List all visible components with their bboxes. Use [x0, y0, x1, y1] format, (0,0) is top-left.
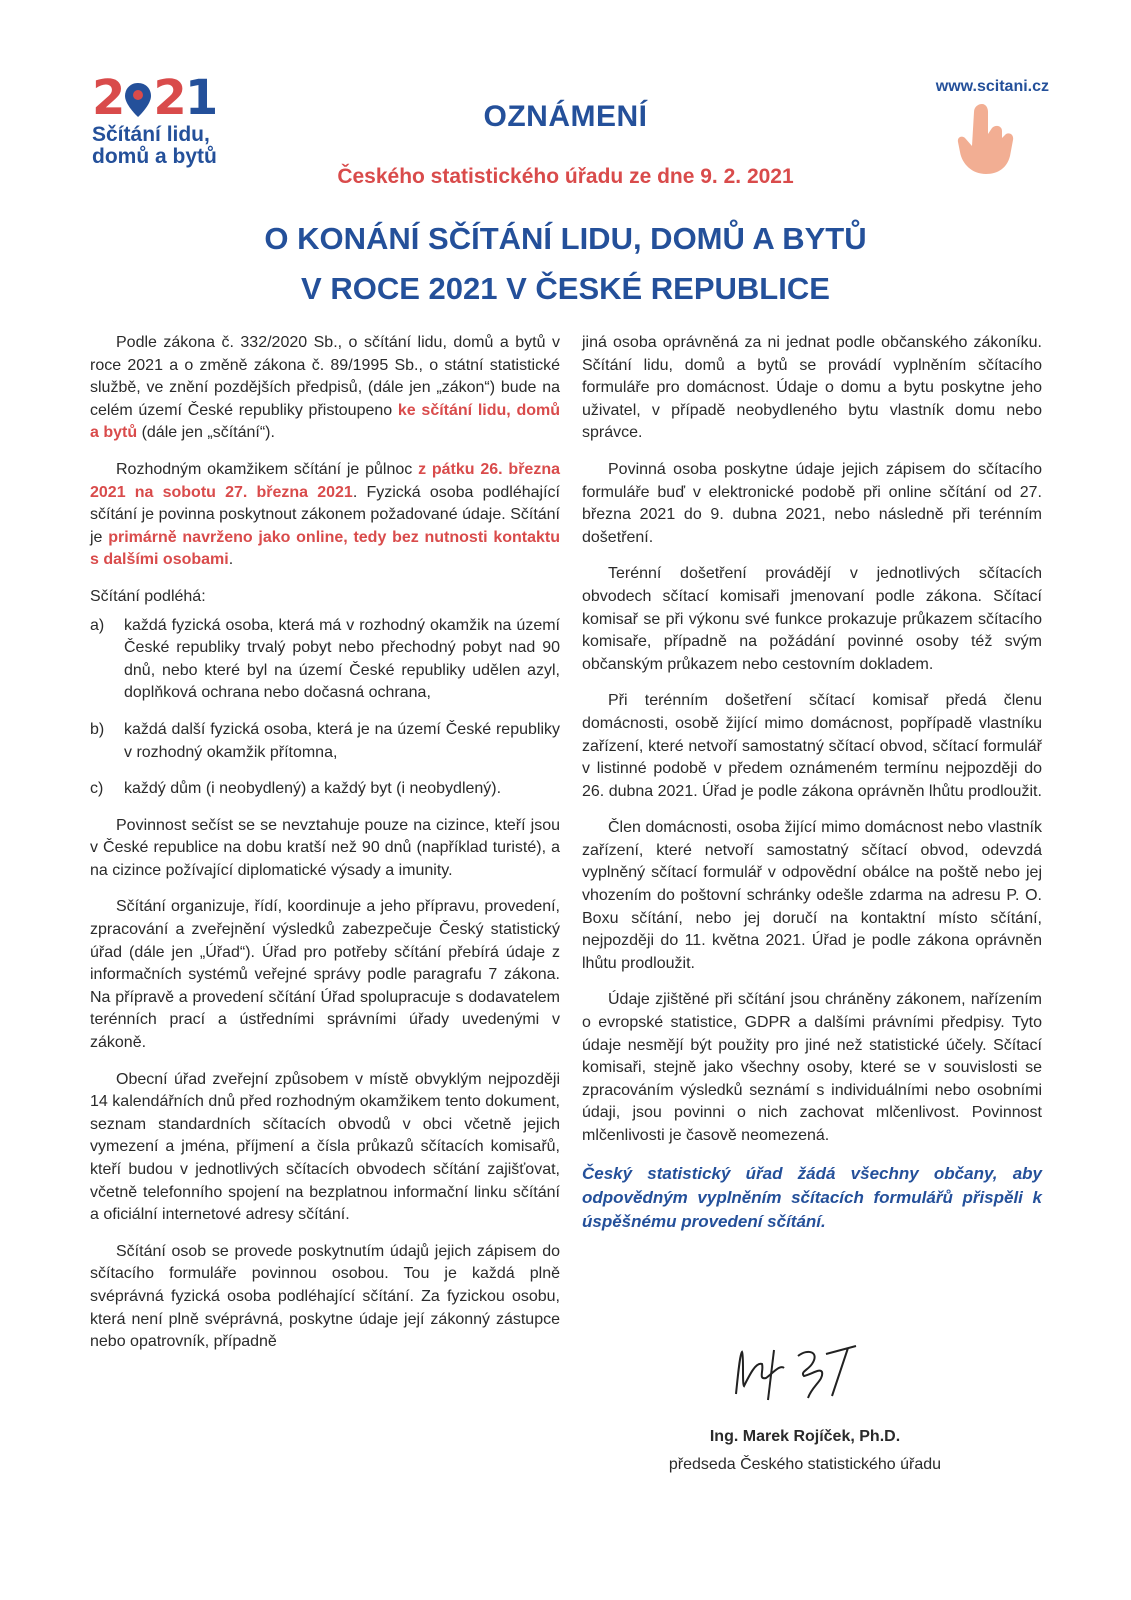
paragraph-organization: Sčítání organizuje, řídí, koordinuje a jeho přípravu, provedení, zpracování a zveřejnění výsledků zabezpečuje Český statistický úřad (dále jen „Úřad“). Úřad pro potřeby sčítání přebírá údaje z informačních systémů veřejné správy podle paragrafu 7 zákona. Na přípravě a provedení sčítání Úřad spolupracuje s dodavatelem terénních prací a ústředními správními úřady uvedenými v zákoně.: [90, 898, 560, 1052]
right-column: [582, 332, 1042, 1234]
signer-role: předseda Českého statistického úřadu: [668, 1456, 942, 1473]
list-marker: b): [90, 720, 105, 738]
list-item: [90, 719, 560, 764]
paragraph-data-provision: Sčítání osob se provede poskytnutím údajů jejich zápisem do sčítacího formuláře povinnou osobou. Tou je každá plně svéprávná fyzická osoba podléhající sčítání. Za fyzickou osobu, která není plně svéprávná, poskytne údaje její zákonný zástupce nebo opatrovník, případně: [90, 1242, 560, 1351]
paragraph-form-return: Člen domácnosti, osoba žijící mimo domácnost nebo vlastník zařízení, které netvoří samostatný sčítací obvod, odevzdá vyplněný sčítací formulář v odpovědní obálce na poště nebo jej vhozením do poštovní schránky odešle zdarma na adresu P. O. Boxu sčítání, nebo jej doručí na kontaktní místo sčítání, nejpozději do 11. května 2021. Úřad je podle zákona oprávněn lhůtu prodloužit.: [582, 819, 1042, 972]
closing-appeal: Český statistický úřad žádá všechny občany, aby odpovědným vyplněním sčítacích formulářů přispěli k úspěšnému provedení sčítání.: [582, 1163, 1042, 1231]
logo-text-line1: Sčítání lidu,: [92, 123, 210, 146]
logo-digit: 2: [92, 70, 124, 126]
list-item: [90, 778, 560, 801]
paragraph-exemptions: Povinnost sečíst se se nevztahuje pouze na cizince, kteří jsou v České republice na dobu kratší než 90 dnů (například turisté), a na cizince požívající diplomatické výsady a imunity.: [90, 816, 560, 879]
paragraph-decisive-moment: Rozhodným okamžikem sčítání je půlnoc z pátku 26. března 2021 na sobotu 27. března 2021. Fyzická osoba podléhající sčítání je povinna poskytnout zákonem požadované údaje. Sčítání je primárně navrženo jako online, tedy bez nutnosti kontaktu s dalšími osobami.: [90, 460, 561, 569]
signer-name: Ing. Marek Rojíček, Ph.D.: [709, 1428, 901, 1445]
logo-digit: 2: [153, 70, 185, 126]
paragraph-data-protection: Údaje zjištěné při sčítání jsou chráněny zákonem, nařízením o evropské statistice, GDPR a dalšími právními předpisy. Tyto údaje nesmějí být použity pro jiné než statistické účely. Sčítací komisaři, stejně jako všechny osoby, které se v souvislosti se zpracováním výsledků seznámí s individuálními nebo osobními údaji, jsou povinni o nich zachovat mlčenlivost. Povinnost mlčenlivosti je časově neomezená.: [582, 991, 1042, 1144]
list-marker: a): [90, 616, 105, 634]
subject-list: [90, 615, 560, 801]
list-marker: c): [90, 780, 104, 798]
page-title: OZNÁMENÍ: [483, 100, 648, 133]
list-text: každý dům (i neobydlený) a každý byt (i neobydlený).: [124, 780, 502, 798]
logo-text-line2: domů a bytů: [92, 145, 217, 168]
highlight-census: ke sčítání lidu, domů a bytů: [90, 401, 561, 442]
subtitle-line2: V ROCE 2021 V ČESKÉ REPUBLICE: [301, 271, 830, 306]
left-column: [90, 332, 560, 1354]
paragraph-field-survey: Terénní došetření provádějí v jednotlivých sčítacích obvodech sčítací komisaři jmenovaní podle zákona. Sčítací komisař se při výkonu své funkce prokazuje průkazem sčítacího komisaře, případně na požádání povinné osoby též svým občanským průkazem nebo cestovním dokladem.: [582, 565, 1042, 673]
paragraph-law: Podle zákona č. 332/2020 Sb., o sčítání lidu, domů a bytů v roce 2021 a o změně zákona č. 89/1995 Sb., o státní statistické službě, ve znění pozdějších předpisů, (dále jen „zákon“) bude na celém území České republiky přistoupeno ke sčítání lidu, domů a bytů (dále jen „sčítání“).: [90, 334, 561, 442]
signature-image: [728, 1334, 878, 1419]
list-intro: Sčítání podléhá:: [90, 587, 206, 605]
announcement-date: Českého statistického úřadu ze dne 9. 2. 2021: [337, 165, 794, 188]
paragraph-online-period: Povinná osoba poskytne údaje jejich zápisem do sčítacího formuláře buď v elektronické podobě při online sčítání od 27. března 2021 do 9. dubna 2021, nebo následně při terénním došetření.: [582, 460, 1042, 546]
paragraph-data-provision-continued: jiná osoba oprávněná za ni jednat podle občanského zákoníku. Sčítání lidu, domů a bytů se provádí vyplněním sčítacího formuláře pro domácnost. Údaje o domu a bytu poskytne jeho uživatel, v případě neobydleného bytu vlastník domu nebo správce.: [582, 334, 1042, 442]
subtitle-line1: O KONÁNÍ SČÍTÁNÍ LIDU, DOMŮ A BYTŮ: [264, 221, 867, 256]
highlight-date: z pátku 26. března 2021 na sobotu 27. března 2021: [90, 460, 560, 501]
paragraph-municipal-office: Obecní úřad zveřejní způsobem v místě obvyklým nejpozději 14 kalendářních dnů před rozhodným okamžikem tento dokument, seznam standardních sčítacích obvodů v obci včetně jejich vymezení a jména, příjmení a čísla průkazů sčítacích komisařů, kteří budou v jednotlivých sčítacích obvodech sčítání zajišťovat, včetně telefonního spojení na bezplatnou informační linku sčítání a oficiální internetové adresy sčítání.: [90, 1070, 560, 1224]
list-item: [90, 615, 560, 705]
paragraph-paper-form: Při terénním došetření sčítací komisař předá členu domácnosti, osobě žijící mimo domácnost, popřípadě vlastníku zařízení, které netvoří samostatný sčítací obvod, sčítací formulář v listinné podobě v předem oznámeném termínu nejpozději do 26. dubna 2021. Úřad je podle zákona oprávněn lhůtu prodloužit.: [582, 692, 1042, 800]
page-subtitle: [0, 214, 1131, 314]
list-text: každá další fyzická osoba, která je na území České republiky v rozhodný okamžik přítomna,: [124, 720, 560, 761]
logo-digit: 1: [184, 70, 217, 126]
highlight-online: primárně navrženo jako online, tedy bez nutnosti kontaktu s dalšími osobami: [90, 528, 561, 569]
website-link[interactable]: www.scitani.cz: [935, 78, 1049, 95]
list-text: každá fyzická osoba, která má v rozhodný okamžik na území České republiky trvalý pobyt nebo přechodný pobyt nad 90 dnů, nebo které byl na území České republiky udělen azyl, doplňková ochrana nebo dočasná ochrana,: [124, 616, 560, 702]
